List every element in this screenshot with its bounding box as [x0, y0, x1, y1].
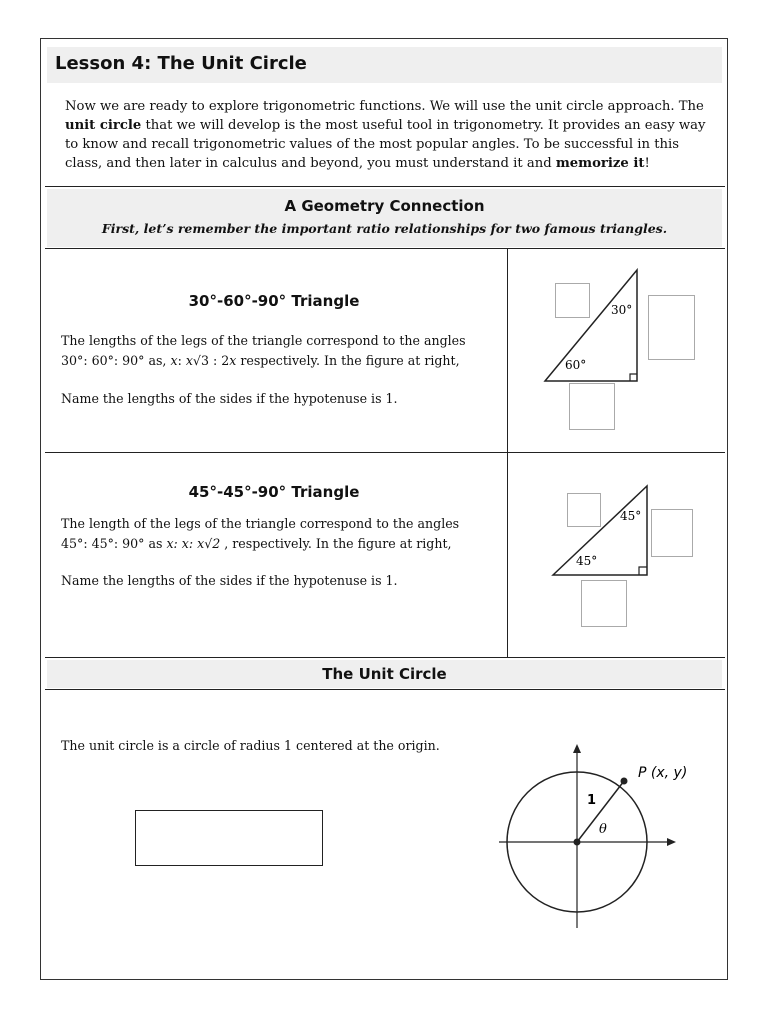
ratio-expression: x: x: x√2	[166, 536, 221, 551]
text-line: The lengths of the legs of the triangle correspond to the angles	[61, 333, 466, 348]
ratio-var: x	[170, 353, 178, 368]
right-angle-mark	[639, 567, 647, 575]
intro-text-end: !	[644, 156, 650, 171]
unit-circle-figure	[499, 744, 689, 934]
lesson-title: Lesson 4: The Unit Circle	[55, 53, 307, 74]
triangle-45-45-90-question: Name the lengths of the sides if the hypotenuse is 1.	[61, 573, 398, 588]
angle-label-30: 30°	[611, 303, 633, 317]
ratio-root: √3	[192, 353, 209, 368]
answer-box-leg-2[interactable]	[651, 509, 693, 557]
ratio-sep: :	[177, 353, 186, 368]
text-line: 45°: 45°: 90° as	[61, 536, 167, 551]
intro-text-cont: that we will develop is the most useful tool in trigonometry. It provides an easy way to know and recall trigonometric values of the most popular angles. To be successful in this class, and then later in calculus and beyond, you must understand it and	[65, 118, 706, 171]
lesson-header	[47, 47, 722, 83]
angle-label-45-top: 45°	[620, 509, 642, 523]
radius-label: 1	[587, 793, 597, 808]
point-p-label: P (x, y)	[638, 765, 688, 781]
text-line: The length of the legs of the triangle correspond to the angles	[61, 516, 460, 531]
unit-circle-title: The Unit Circle	[322, 665, 447, 683]
intro-emphasis-memorize: memorize it	[555, 156, 645, 171]
geometry-title: A Geometry Connection	[284, 197, 485, 215]
answer-box-short-leg[interactable]	[555, 283, 590, 318]
divider	[45, 248, 725, 249]
text-line: respectively. In the figure at right,	[236, 353, 460, 368]
unit-circle-description: The unit circle is a circle of radius 1 centered at the origin.	[61, 738, 440, 753]
triangle-45-45-90-description	[61, 514, 491, 554]
divider	[45, 657, 725, 658]
text-line: , respectively. In the figure at right,	[220, 536, 452, 551]
triangle-30-60-90-title: 30°-60°-90° Triangle	[188, 292, 360, 310]
text-line	[61, 351, 491, 371]
angle-label-60: 60°	[565, 358, 587, 372]
ratio-sep: : 2	[208, 353, 230, 368]
divider	[45, 186, 725, 187]
unit-circle-answer-box[interactable]	[135, 810, 323, 866]
ratio-var: x	[185, 353, 193, 368]
text-line: 30°: 60°: 90° as,	[61, 353, 171, 368]
angle-label-45-bottom: 45°	[576, 554, 598, 568]
divider	[45, 689, 725, 690]
answer-box-hypotenuse[interactable]	[581, 580, 627, 627]
answer-box-long-leg[interactable]	[648, 295, 695, 360]
origin-point	[574, 839, 581, 846]
y-axis-arrow	[573, 744, 581, 753]
lesson-page	[40, 38, 728, 980]
triangle-30-60-90-question: Name the lengths of the sides if the hypotenuse is 1.	[61, 391, 398, 406]
right-angle-mark	[630, 374, 637, 381]
intro-text: Now we are ready to explore trigonometric functions. We will use the unit circle approach. The	[65, 99, 704, 114]
theta-label: θ	[599, 822, 607, 837]
geometry-header	[47, 189, 722, 247]
triangle-45-45-90-title: 45°-45°-90° Triangle	[188, 483, 360, 501]
text-line	[61, 534, 491, 554]
intro-term-unit-circle: unit circle	[65, 118, 142, 133]
geometry-subtitle: First, let’s remember the important ratio relationships for two famous triangles.	[101, 221, 668, 236]
answer-box-base[interactable]	[569, 383, 615, 430]
divider	[45, 452, 725, 453]
answer-box-leg-1[interactable]	[567, 493, 601, 527]
intro-paragraph	[65, 97, 713, 173]
x-axis-arrow	[667, 838, 676, 846]
point-p	[621, 778, 628, 785]
ratio-var: x	[229, 353, 237, 368]
unit-circle-header	[47, 660, 722, 688]
triangle-30-60-90-description	[61, 331, 491, 371]
